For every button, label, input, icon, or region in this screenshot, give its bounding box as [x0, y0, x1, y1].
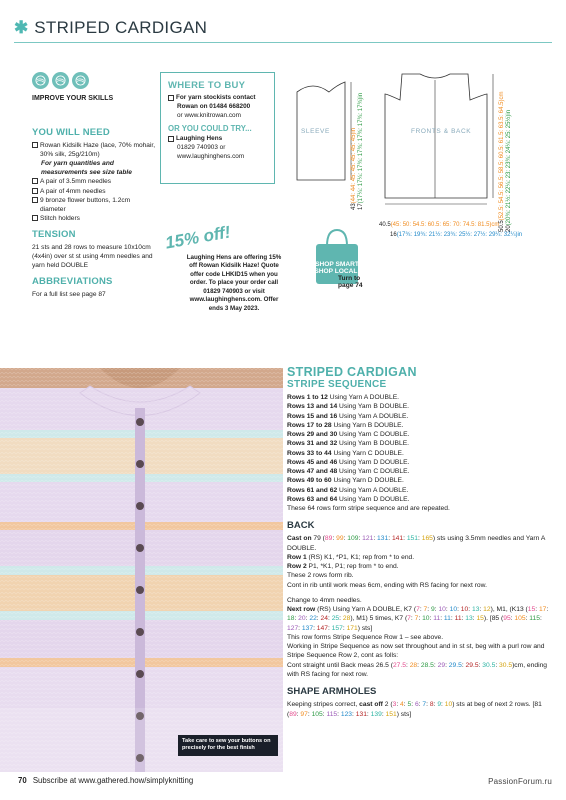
- you-will-need-heading: YOU WILL NEED: [32, 127, 110, 138]
- or-try-heading: OR YOU COULD TRY...: [168, 123, 252, 133]
- stripe-row: Rows 63 and 64 Using Yarn D DOUBLE.: [287, 495, 410, 503]
- subscribe-link[interactable]: Subscribe at www.gathered.how/simplyknitting: [32, 776, 194, 785]
- back-heading: BACK: [287, 520, 315, 532]
- checkbox-icon: [168, 95, 174, 101]
- next-row-instruction: Next row (RS) Using Yarn A DOUBLE, K7 (7: 7: 9: 10: 10: 10: 13: 12), M1, (K13 (15: 17: 18: 20: 22: 24: 25: 28), M1) 5 times, K7 (7: 7: 10: 11: 11: 11: 13: 15). [85 (95: 105: 115: 127: 137: 147: 157: 171) sts]: [287, 606, 549, 632]
- shop-smart-text: SHOP SMART SHOP LOCAL!: [314, 261, 360, 275]
- body-length-cm: 50.5(52.5: 54.5: 56.5: 58.5: 60.5: 61.5: 63.5: 64.5)cm: [499, 91, 505, 232]
- stripe-row: Rows 15 and 16 Using Yarn A DOUBLE.: [287, 412, 409, 420]
- where-to-buy-heading: WHERE TO BUY: [168, 80, 246, 91]
- stripe-row: Rows 31 and 32 Using Yarn B DOUBLE.: [287, 440, 410, 448]
- checkbox-icon: [168, 136, 174, 142]
- stripe-row: Rows 33 to 44 Using Yarn C DOUBLE.: [287, 449, 404, 457]
- watermark: PassionForum.ru: [488, 777, 552, 786]
- cardigan-illustration: [0, 368, 283, 772]
- stripe-row: Rows 13 and 14 Using Yarn B DOUBLE.: [287, 403, 410, 411]
- material-item: 9 bronze flower buttons, 1.2cm diameter: [32, 196, 156, 214]
- stripe-row: Rows 47 and 48 Using Yarn C DOUBLE.: [287, 468, 410, 476]
- row-instruction: Row 2 P1, *K1, P1; rep from * to end.: [287, 563, 399, 571]
- stripe-row: Rows 45 and 46 Using Yarn D DOUBLE.: [287, 458, 410, 466]
- header-divider: [14, 42, 552, 43]
- skills-label: IMPROVE YOUR SKILLS: [32, 95, 114, 102]
- stripe-sequence-heading: STRIPE SEQUENCE: [287, 379, 387, 391]
- row-instruction: Row 1 (RS) K1, *P1, K1; rep from * to end.: [287, 553, 415, 561]
- armhole-instruction: Keeping stripes correct, cast off 2 (3: 4: 5: 6: 7: 8: 9: 10) sts at beg of next 2 rows. [81 (89: 97: 105: 115: 123: 131: 139: 151) sts]: [287, 701, 542, 718]
- checkbox-icon: [32, 178, 38, 184]
- stripe-row: Rows 1 to 12 Using Yarn A DOUBLE.: [287, 394, 400, 402]
- skill-level-indicator: [32, 72, 152, 89]
- body-outline: [385, 74, 487, 198]
- checkbox-icon: [32, 188, 38, 194]
- cont-straight-instruction: Cont straight until Back meas 26.5 (27.5: 28: 28.5: 29: 29.5: 29.5: 30.5: 30.5)cm, ending with RS facing for next row.: [287, 661, 548, 678]
- sleeve-label: SLEEVE: [301, 128, 330, 135]
- pattern-title: STRIPED CARDIGAN: [287, 365, 417, 379]
- stripe-repeat-note: These 64 rows form stripe sequence and are repeated.: [287, 505, 450, 513]
- offer-text: Laughing Hens are offering 15% off Rowan Kidsilk Haze! Quote offer code LHKID15 when you order. To place your order call 01829 740903 or visit www.laughinghens.com. Offer ends 3 May 2023.: [186, 254, 282, 312]
- tension-text: 21 sts and 28 rows to measure 10x10cm (4x4in) over st st using 4mm needles and yarn held DOUBLE: [32, 244, 153, 270]
- photo-caption: Take care to sew your buttons on precisely for the best finish: [178, 735, 278, 756]
- asterisk-icon: ✱: [14, 18, 29, 37]
- abbreviations-text: For a full list see page 87: [32, 291, 106, 299]
- yarn-ball-icon: [32, 72, 49, 89]
- laughing-hens-link[interactable]: www.laughinghens.com: [177, 153, 245, 160]
- checkbox-icon: [32, 197, 38, 203]
- discount-badge: 15% off!: [163, 222, 232, 253]
- checkbox-icon: [32, 142, 38, 148]
- page-number: 70: [18, 776, 27, 785]
- body-width-in: 16(17¾: 19¾: 21½: 23¾: 25½: 27½: 29¼: 32¼)in: [390, 232, 523, 238]
- yarn-ball-icon: [52, 72, 69, 89]
- material-item: Rowan Kidsilk Haze (lace, 70% mohair, 30% silk, 25g/210m): [32, 141, 156, 159]
- sleeve-measure-cm: 43(44: 44: 45: 45: 45: 45: 45)in: [351, 127, 357, 210]
- tension-heading: TENSION: [32, 228, 76, 240]
- checkbox-icon: [32, 215, 38, 221]
- material-item: Stitch holders: [32, 214, 156, 223]
- abbreviations-heading: ABBREVIATIONS: [32, 276, 113, 288]
- rowan-link[interactable]: or www.knitrowan.com: [177, 111, 241, 119]
- stripe-row: Rows 17 to 28 Using Yarn B DOUBLE.: [287, 421, 404, 429]
- where-to-buy-box: WHERE TO BUY For yarn stockists contact Rowan on 01484 668200 or www.knitrowan.com OR YOU COULD TRY... Laughing Hens 01829 740903 or www.laughinghens.com: [160, 72, 275, 184]
- skills-block: [32, 72, 152, 102]
- material-item: A pair of 3.5mm needles: [32, 177, 156, 186]
- yarn-quantity-note: For yarn quantities and measurements see size table: [41, 160, 132, 177]
- page-footer: [18, 776, 193, 785]
- material-item: A pair of 4mm needles: [32, 187, 156, 196]
- turn-to-link[interactable]: Turn to page 74: [338, 275, 363, 290]
- page-title: STRIPED CARDIGAN: [34, 18, 208, 37]
- materials-column: [32, 126, 156, 300]
- stripe-row: Rows 29 and 30 Using Yarn C DOUBLE.: [287, 431, 410, 439]
- shape-armholes-heading: SHAPE ARMHOLES: [287, 686, 377, 698]
- stripe-row: Rows 49 to 60 Using Yarn D DOUBLE.: [287, 477, 404, 485]
- yarn-ball-icon: [72, 72, 89, 89]
- cast-on-instruction: Cast on 79 (89: 99: 109: 121: 131: 141: 151: 165) sts using 3.5mm needles and Yarn A DOUBLE.: [287, 535, 545, 552]
- body-label: FRONTS & BACK: [411, 128, 472, 135]
- pattern-text: STRIPED CARDIGAN STRIPE SEQUENCE Rows 1 to 12 Using Yarn A DOUBLE. Rows 13 and 14 Using Yarn B DOUBLE. Rows 15 and 16 Using Yarn A DOUBLE. Rows 17 to 28 Using Yarn B DOUBLE. Rows 29 and 30 Using Yarn C DOUBLE. Rows 31 and 32 Using Yarn B DOUBLE. Rows 33 to 44 Using Yarn C DOUBLE. Rows 45 and 46 Using Yarn D DOUBLE. Rows 47 and 48 Using Yarn C DOUBLE. Rows 49 to 60 Using Yarn D DOUBLE. Rows 61 and 62 Using Yarn A DOUBLE. Rows 63 and 64 Using Yarn D DOUBLE. These 64 rows form stripe sequence and are repeated. BACK Cast on 79 (89: 99: 109: 121: 131: 141: 151: 165) sts using 3.5mm needles and Yarn A DOUBLE. Row 1 (RS) K1, *P1, K1; rep from * to end. Row 2 P1, *K1, P1; rep from * to end. These 2 rows form rib. Cont in rib until work meas 6cm, ending with RS facing for next row. Change to 4mm needles. Next row (RS) Using Yarn A DOUBLE, K7 (7: 7: 9: 10: 10: 10: 13: 12), M1, (K13 (15: 17: 18: 20: 22: 24: 25: 28), M1) 5 times, K7 (7: 7: 10: 11: 11: 11: 13: 15). [85 (95: 105: 115: 127: 137: 147: 157: 171) sts] This row forms Stripe Sequence Row 1 – see above. Working in Stripe Sequence as now set throughout and in st st, beg with a purl row and Stripe Sequence Row 2, cont as folls: Cont straight until Back meas 26.5 (27.5: 28: 28.5: 29: 29.5: 29.5: 30.5: 30.5)cm, ending with RS facing for next row. SHAPE ARMHOLES Keeping stripes correct, cast off 2 (3: 4: 5: 6: 7: 8: 9: 10) sts at beg of next 2 rows. [81 (89: 97: 105: 115: 123: 131: 139: 151) sts]: [287, 365, 549, 718]
- sleeve-measure-in: 17(17¼: 17¼: 17¾: 17¾: 17¾: 17¾: 17¾)in: [358, 92, 364, 210]
- page-header: [14, 18, 207, 38]
- body-width-cm: 40.5(45: 50: 54.5: 60.5: 65: 70: 74.5: 81.5)cm: [379, 222, 500, 228]
- cardigan-photo: [0, 368, 283, 772]
- stripe-row: Rows 61 and 62 Using Yarn A DOUBLE.: [287, 486, 409, 494]
- body-length-in: 20(20¾: 21½: 22¼: 23: 23¾: 24¼: 25: 25½)in: [506, 109, 512, 232]
